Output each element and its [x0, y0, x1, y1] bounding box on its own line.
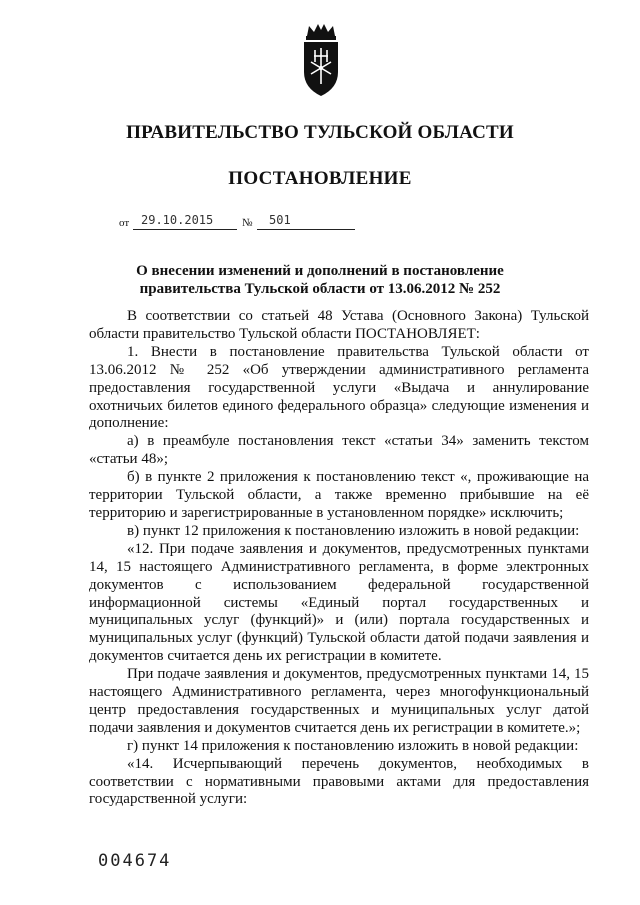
- date-prefix: от: [119, 217, 130, 229]
- document-body: [89, 308, 589, 809]
- body-paragraph: в) пункт 12 приложения к постановлению изложить в новой редакции:: [127, 522, 580, 539]
- body-paragraph: «14. Исчерпывающий перечень документов, необходимых в соответствии с нормативными правовыми актами для предоставления государственной услуги:: [89, 755, 589, 808]
- document-date: 29.10.2015: [141, 213, 214, 227]
- tula-coat-of-arms-icon: [299, 22, 343, 98]
- subject-line-2: правительства Тульской области от 13.06.2012 № 252: [139, 281, 501, 297]
- government-title: ПРАВИТЕЛЬСТВО ТУЛЬСКОЙ ОБЛАСТИ: [126, 122, 514, 143]
- body-paragraph: При подаче заявления и документов, предусмотренных пунктами 14, 15 настоящего Административного регламента, через многофункциональный центр предоставления государственных и муниципальных услуг датой подачи заявления и документов считается день их регистрации в комитете.»;: [89, 666, 589, 736]
- date-underline: [133, 229, 237, 230]
- document-number: 501: [269, 213, 291, 227]
- subject-line-1: О внесении изменений и дополнений в постановление: [136, 263, 504, 279]
- body-paragraph: «12. При подаче заявления и документов, предусмотренных пунктами 14, 15 настоящего Административного регламента, в форме электронных документов с использованием федеральной государственной информационной системы «Единый портал государственных и муниципальных услуг (функций)» и (или) портала государственных и муниципальных услуг (функций) Тульской области датой подачи заявления и документов считается день их регистрации в комитете.: [89, 540, 589, 665]
- body-paragraph: г) пункт 14 приложения к постановлению изложить в новой редакции:: [127, 737, 579, 754]
- body-paragraph: а) в преамбуле постановления текст «статьи 34» заменить текстом «статьи 48»;: [89, 433, 589, 468]
- body-paragraph: б) в пункте 2 приложения к постановлению текст «, проживающие на территории Тульской области, а также временно прибывшие на её территорию и зарегистрированные в установленном порядке» исключить;: [89, 469, 589, 521]
- document-type: ПОСТАНОВЛЕНИЕ: [228, 168, 412, 189]
- stamp-number: 004674: [98, 851, 172, 871]
- number-underline: [257, 229, 355, 230]
- number-prefix: №: [242, 217, 253, 229]
- document-subject: [70, 262, 570, 298]
- body-paragraph: В соответствии со статьей 48 Устава (Основного Закона) Тульской области правительство Тульской области ПОСТАНОВЛЯЕТ:: [89, 308, 589, 342]
- body-paragraph: 1. Внести в постановление правительства Тульской области от 13.06.2012 № 252 «Об утверждении административного регламента предоставления государственной услуги «Выдача и аннулирование охотничьих билетов единого федерального образца» следующие изменения и дополнение:: [89, 343, 589, 432]
